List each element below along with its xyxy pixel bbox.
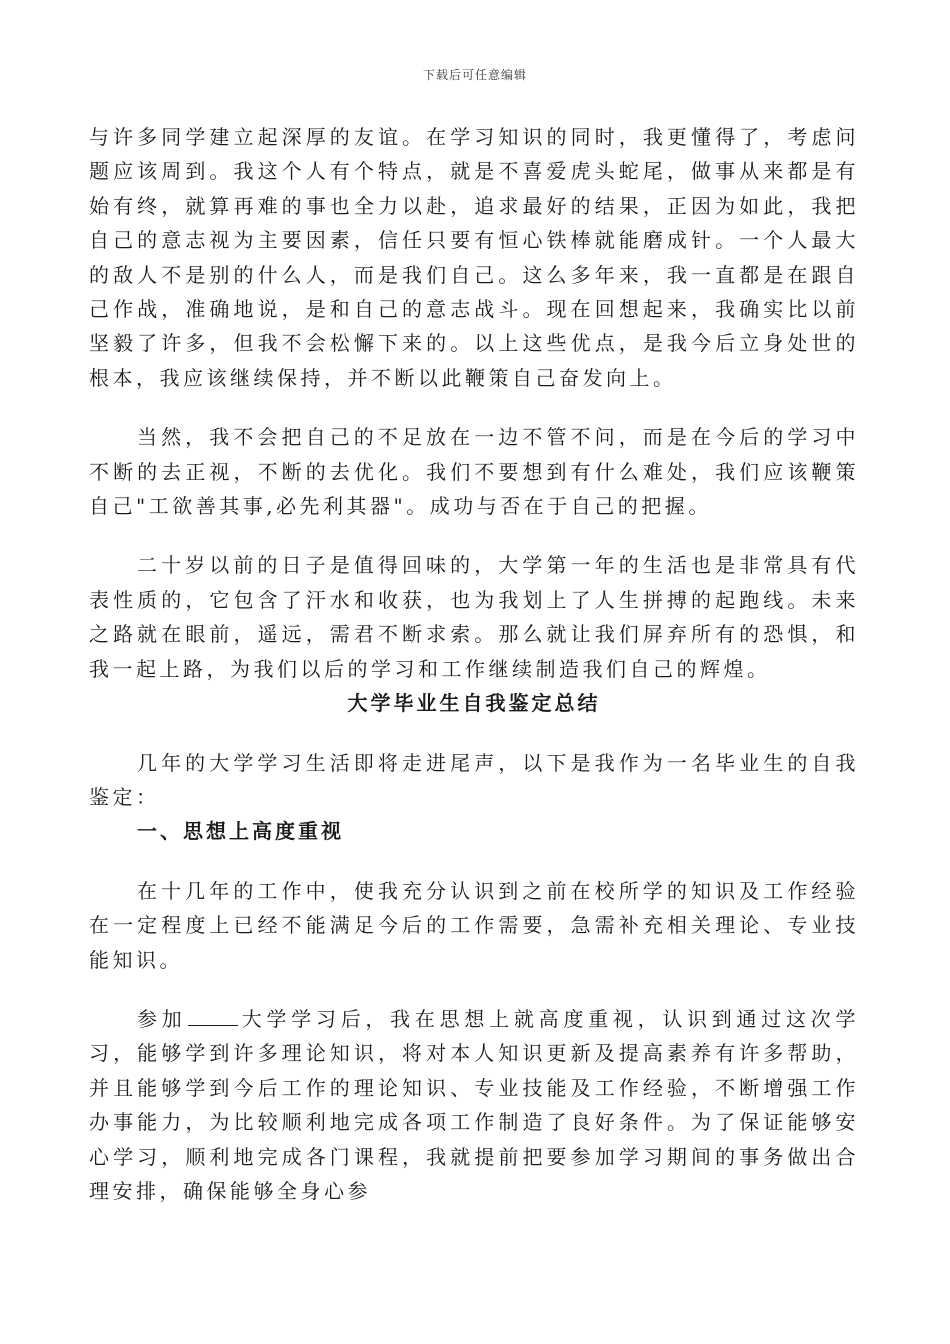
participation-prefix: 参加 <box>137 1006 187 1031</box>
paragraph-shortcomings: 当然，我不会把自己的不足放在一边不管不问，而是在今后的学习中不断的去正视，不断的去优化。我们不要想到有什么难处，我们应该鞭策自己"工欲善其事,必先利其器"。成功与否在于自己的把握。 <box>89 425 859 519</box>
paragraph-friendship: 与许多同学建立起深厚的友谊。在学习知识的同时，我更懂得了，考虑问题应该周到。我这个人有个特点，就是不喜爱虎头蛇尾，做事从来都是有始有终，就算再难的事也全力以赴，追求最好的结果，正因为如此，我把自己的意志视为主要因素，信任只要有恒心铁棒就能磨成针。一个人最大的敌人不是别的什么人，而是我们自己。这么多年来，我一直都是在跟自己作战，准确地说，是和自己的意志战斗。现在回想起来，我确实比以前坚毅了许多，但我不会松懈下来的。以上这些优点，是我今后立身处世的根本，我应该继续保持，并不断以此鞭策自己奋发向上。 <box>89 125 859 390</box>
heading-thought-emphasis: 一、思想上高度重视 <box>137 819 344 844</box>
paragraph-participation <box>89 1002 859 1208</box>
document-body <box>89 120 859 1208</box>
paragraph-intro: 几年的大学学习生活即将走进尾声，以下是我作为一名毕业生的自我鉴定： <box>89 750 859 809</box>
paragraph-twenty-years: 二十岁以前的日子是值得回味的，大学第一年的生活也是非常具有代表性质的，它包含了汗水和收获，也为我划上了人生拼搏的起跑线。未来之路就在眼前，遥远，需君不断求索。那么就让我们屏弃所有的恐惧，和我一起上路，为我们以后的学习和工作继续制造我们自己的辉煌。 <box>89 553 859 681</box>
page-header-note: 下载后可任意编辑 <box>422 68 527 82</box>
paragraph-work-experience: 在十几年的工作中，使我充分认识到之前在校所学的知识及工作经验在一定程度上已经不能满足今后的工作需要，急需补充相关理论、专业技能知识。 <box>89 878 859 972</box>
participation-text: 大学学习后，我在思想上就高度重视，认识到通过这次学习，能够学到许多理论知识，将对本人知识更新及提高素养有许多帮助，并且能够学到今后工作的理论知识、专业技能及工作经验，不断增强工作办事能力，为比较顺利地完成各项工作制造了良好条件。为了保证能够安心学习，顺利地完成各门课程，我就提前把要参加学习期间的事务做出合理安排，确保能够全身心参 <box>89 1006 860 1203</box>
section-title: 大学毕业生自我鉴定总结 <box>347 691 601 716</box>
fill-in-blank <box>188 1005 238 1026</box>
